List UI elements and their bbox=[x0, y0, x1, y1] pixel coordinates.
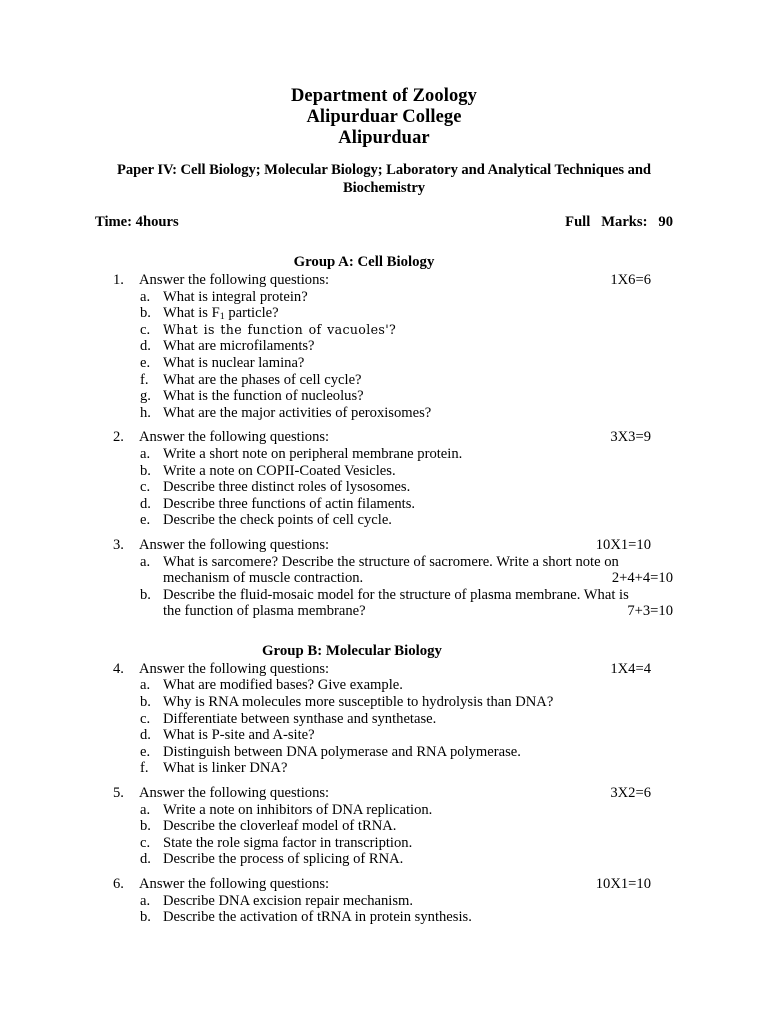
sub-question-text: Describe three distinct roles of lysosomes. bbox=[163, 479, 411, 496]
sub-question-item bbox=[95, 851, 673, 868]
sub-question-item bbox=[95, 305, 673, 322]
sub-question-item bbox=[95, 372, 673, 389]
question-block bbox=[95, 785, 673, 868]
question-block bbox=[95, 272, 673, 421]
sub-question-text: What is the function of vacuoles'? bbox=[163, 321, 397, 337]
sub-question-letter: c. bbox=[140, 834, 151, 851]
sub-question-line2-row bbox=[163, 570, 673, 587]
paper-subject-line: Paper IV: Cell Biology; Molecular Biology; Laboratory and Analytical Techniques and Biochemistry bbox=[117, 162, 651, 196]
sub-question-text: What is nuclear lamina? bbox=[163, 354, 305, 371]
sub-question-text-line2: mechanism of muscle contraction. bbox=[163, 570, 364, 587]
question-stem-row bbox=[95, 661, 673, 678]
question-number: 1. bbox=[113, 272, 124, 288]
sub-question-letter: b. bbox=[140, 305, 151, 322]
question-stem-text: Answer the following questions: bbox=[139, 660, 330, 677]
sub-question-text: Describe DNA excision repair mechanism. bbox=[163, 892, 414, 909]
sub-question-letter: f. bbox=[140, 371, 149, 388]
sub-question-letter: d. bbox=[140, 727, 151, 744]
sub-question-text: What are the phases of cell cycle? bbox=[163, 371, 362, 388]
sub-question-letter: a. bbox=[140, 801, 151, 818]
sub-question-item bbox=[95, 479, 673, 496]
sub-question-letter: d. bbox=[140, 495, 151, 512]
college-title: Alipurduar College bbox=[306, 107, 462, 127]
sub-question-list bbox=[95, 446, 673, 529]
sub-question-letter: b. bbox=[140, 818, 151, 835]
sub-question-text: What are modified bases? Give example. bbox=[163, 677, 403, 694]
sub-question-item bbox=[95, 744, 673, 761]
question-marks: 1X4=4 bbox=[610, 660, 651, 677]
sub-question-text: Distinguish between DNA polymerase and RNA polymerase. bbox=[163, 743, 521, 760]
sub-question-item bbox=[95, 835, 673, 852]
sub-question-item bbox=[95, 289, 673, 306]
sub-question-list bbox=[95, 554, 673, 620]
sub-question-text: Describe three functions of actin filaments. bbox=[163, 495, 416, 512]
sub-question-text: What is integral protein? bbox=[163, 288, 308, 305]
sub-question-letter: a. bbox=[140, 445, 151, 462]
question-stem-row bbox=[95, 785, 673, 802]
sub-question-letter: h. bbox=[140, 404, 151, 421]
question-stem-row bbox=[95, 876, 673, 893]
sub-question-item bbox=[95, 802, 673, 819]
sub-question-text: Write a note on inhibitors of DNA replication. bbox=[163, 801, 433, 818]
question-marks: 10X1=10 bbox=[595, 536, 651, 553]
sub-question-item bbox=[95, 405, 673, 422]
question-marks: 1X6=6 bbox=[610, 272, 651, 288]
sub-question-item bbox=[95, 587, 673, 620]
sub-question-item bbox=[95, 677, 673, 694]
question-marks: 3X2=6 bbox=[610, 785, 651, 802]
sub-question-text: What is linker DNA? bbox=[163, 760, 288, 777]
question-number: 4. bbox=[113, 660, 124, 677]
question-stem-text: Answer the following questions: bbox=[139, 785, 330, 802]
sub-question-text-line1: Describe the fluid-mosaic model for the structure of plasma membrane. What is bbox=[163, 586, 629, 603]
sub-question-letter: a. bbox=[140, 288, 151, 305]
sub-question-letter: e. bbox=[140, 512, 151, 529]
question-number: 5. bbox=[113, 785, 124, 802]
question-stem-row bbox=[95, 429, 673, 446]
sub-question-list bbox=[95, 802, 673, 868]
sub-question-text: What is P-site and A-site? bbox=[163, 727, 315, 744]
question-block bbox=[95, 429, 673, 529]
sub-question-letter: b. bbox=[140, 909, 151, 926]
question-stem-text: Answer the following questions: bbox=[139, 536, 330, 553]
sub-question-letter: c. bbox=[140, 710, 151, 727]
sub-question-text-line2: the function of plasma membrane? bbox=[163, 603, 366, 620]
sub-question-letter: c. bbox=[140, 479, 151, 496]
question-block bbox=[95, 661, 673, 777]
sub-question-text-prefix: What is F bbox=[163, 305, 220, 322]
masthead bbox=[95, 86, 673, 149]
sub-question-letter: e. bbox=[140, 743, 151, 760]
sub-question-item bbox=[95, 727, 673, 744]
sub-question-line2-row bbox=[163, 603, 673, 620]
sub-question-list bbox=[95, 677, 673, 777]
sub-question-item bbox=[95, 355, 673, 372]
sub-question-text: What are microfilaments? bbox=[163, 338, 315, 355]
question-marks: 3X3=9 bbox=[610, 429, 651, 446]
sub-question-item bbox=[95, 388, 673, 405]
sub-question-item bbox=[95, 463, 673, 480]
question-block bbox=[95, 876, 673, 926]
sub-question-marks: 2+4+4=10 bbox=[611, 570, 673, 587]
sub-question-letter: c. bbox=[140, 321, 151, 338]
question-number: 2. bbox=[113, 429, 124, 446]
group-heading: Group B: Molecular Biology bbox=[262, 642, 442, 659]
question-stem-text: Answer the following questions: bbox=[139, 272, 330, 288]
sub-question-item bbox=[95, 512, 673, 529]
document-content bbox=[95, 86, 673, 926]
sub-question-text: Describe the check points of cell cycle. bbox=[163, 512, 392, 529]
sub-question-letter: g. bbox=[140, 388, 151, 405]
subscript: 1 bbox=[219, 311, 225, 323]
sub-question-letter: b. bbox=[140, 462, 151, 479]
sub-question-text: Why is RNA molecules more susceptible to hydrolysis than DNA? bbox=[163, 694, 554, 711]
sub-question-letter: d. bbox=[140, 851, 151, 868]
sub-question-text: State the role sigma factor in transcription. bbox=[163, 834, 413, 851]
question-block bbox=[95, 537, 673, 620]
sub-question-list bbox=[95, 289, 673, 422]
groups-container bbox=[95, 253, 673, 926]
sub-question-item bbox=[95, 446, 673, 463]
sub-question-item bbox=[95, 760, 673, 777]
sub-question-letter: b. bbox=[140, 586, 151, 603]
sub-question-item bbox=[95, 322, 673, 339]
sub-question-letter: d. bbox=[140, 338, 151, 355]
sub-question-text: Write a short note on peripheral membrane protein. bbox=[163, 445, 463, 462]
question-marks: 10X1=10 bbox=[595, 876, 651, 892]
full-marks: Full Marks: 90 bbox=[565, 214, 673, 230]
sub-question-text: Describe the cloverleaf model of tRNA. bbox=[163, 818, 397, 835]
sub-question-text: Differentiate between synthase and synthetase. bbox=[163, 710, 437, 727]
sub-question-text: Describe the process of splicing of RNA. bbox=[163, 851, 404, 868]
place-title: Alipurduar bbox=[338, 128, 430, 148]
sub-question-letter: a. bbox=[140, 553, 151, 570]
sub-question-marks: 7+3=10 bbox=[627, 603, 673, 620]
sub-question-text: What is the function of nucleolus? bbox=[163, 388, 364, 405]
sub-question-item bbox=[95, 909, 673, 926]
time-allowed: Time: 4hours bbox=[95, 214, 179, 230]
sub-question-item bbox=[95, 496, 673, 513]
sub-question-text: Write a note on COPII-Coated Vesicles. bbox=[163, 462, 396, 479]
sub-question-item bbox=[95, 694, 673, 711]
sub-question-item bbox=[95, 338, 673, 355]
sub-question-letter: a. bbox=[140, 892, 151, 909]
sub-question-letter: e. bbox=[140, 354, 151, 371]
question-stem-text: Answer the following questions: bbox=[139, 876, 330, 892]
question-stem-text: Answer the following questions: bbox=[139, 429, 330, 446]
sub-question-text: What are the major activities of peroxisomes? bbox=[163, 404, 432, 421]
sub-question-text-line1: What is sarcomere? Describe the structure of sacromere. Write a short note on bbox=[163, 553, 619, 570]
question-stem-row bbox=[95, 272, 673, 289]
sub-question-text bbox=[163, 305, 673, 322]
sub-question-item bbox=[95, 893, 673, 910]
sub-question-letter: f. bbox=[140, 760, 149, 777]
question-number: 3. bbox=[113, 536, 124, 553]
sub-question-list bbox=[95, 893, 673, 926]
sub-question-text: Describe the activation of tRNA in protein synthesis. bbox=[163, 909, 472, 926]
time-and-marks-row bbox=[95, 213, 673, 231]
sub-question-text-suffix: particle? bbox=[224, 305, 279, 322]
sub-question-item bbox=[95, 554, 673, 587]
question-number: 6. bbox=[113, 876, 124, 892]
group-heading: Group A: Cell Biology bbox=[293, 254, 435, 270]
question-stem-row bbox=[95, 537, 673, 554]
sub-question-item bbox=[95, 818, 673, 835]
department-title: Department of Zoology bbox=[290, 86, 478, 106]
sub-question-letter: b. bbox=[140, 694, 151, 711]
sub-question-letter: a. bbox=[140, 677, 151, 694]
sub-question-item bbox=[95, 711, 673, 728]
